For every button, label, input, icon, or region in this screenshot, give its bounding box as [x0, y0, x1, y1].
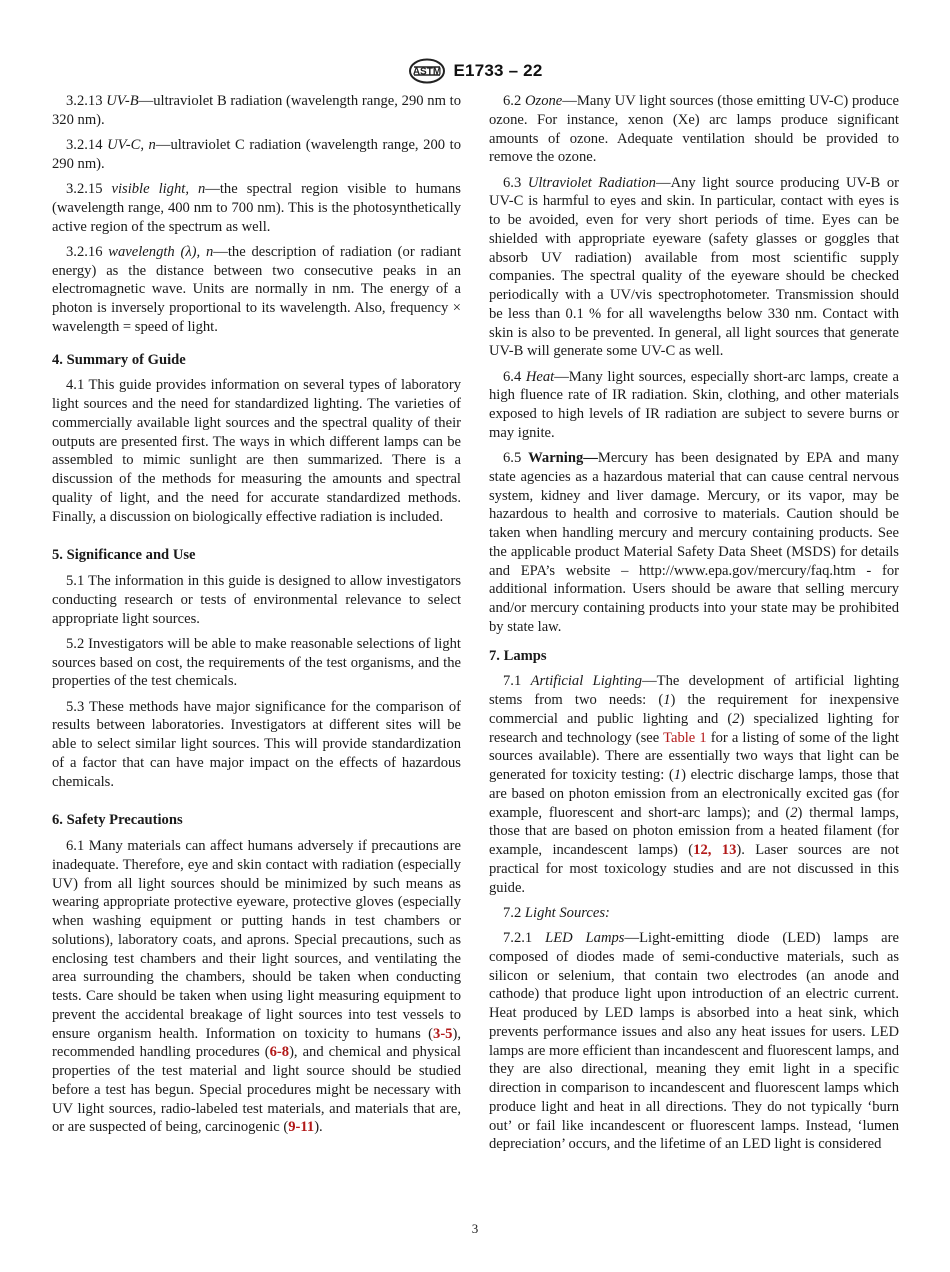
- list-number: 1: [673, 767, 682, 783]
- astm-logo-text: ASTM: [412, 66, 441, 78]
- paragraph-7-2: [489, 904, 899, 923]
- para-number: 3.2.13: [66, 93, 103, 109]
- paragraph-text: ). Laser sources are not practical for most toxicology studies and are not discussed in this guide.: [489, 842, 900, 896]
- paragraph-text: Mercury has been designated by EPA and many state agencies as a hazardous material that can cause central nervous system, kidney and liver damage. Mercury, or its vapor, may be hazardous to health and corrosive to materials. Caution should be taken when handling mercury and mercury containing products. See the applicable product Material Safety Data Sheet (MSDS) for details and EPA’s website – http://www.epa.gov/mercury/faq.htm - for additional information. Users should be aware that selling mercury and/or mercury containing products into your state may be prohibited by state law.: [489, 450, 899, 635]
- para-number: 7.2: [503, 904, 522, 921]
- section-heading-6: 6. Safety Precautions: [52, 812, 183, 829]
- paragraph-6-5: [489, 449, 899, 637]
- definition-text: —the spectral region visible to humans (wavelength range, 400 nm to 700 nm). This is the photosynthetically active region of the spectrum as well.: [52, 181, 461, 235]
- section-heading-7: 7. Lamps: [489, 647, 547, 664]
- page-number: 3: [471, 1221, 479, 1236]
- subsection-title: Artificial Lighting: [530, 673, 643, 690]
- paragraph-text: ) specialized lighting for research and technology (see: [489, 710, 899, 746]
- paragraph-5-2: 5.2 Investigators will be able to make reasonable selections of light sources based on cost, the requirements of the test organisms, and the properties of the test chemicals.: [52, 635, 461, 690]
- paragraph-5-1: 5.1 The information in this guide is designed to allow investigators conducting research or tests of environmental relevance to select appropriate light sources.: [52, 573, 461, 627]
- definition-text: —ultraviolet B radiation (wavelength range, 290 nm to 320 nm).: [52, 93, 461, 128]
- paragraph-text: ), and chemical and physical properties of the test material and light source should be studied before a test has begun. Special procedures might be necessary with UV light sources, radio-labeled test materials, and materials that are, or are suspected of being, carcinogenic (: [52, 1044, 461, 1136]
- para-number: 6.4: [503, 368, 522, 385]
- subsection-title: Ultraviolet Radiation: [527, 174, 656, 191]
- paragraph-text: ) electric discharge lamps, those that are based on photon emission from an electronically excited gas (for example, fluorescent and short-arc lamps); and (: [489, 767, 899, 821]
- para-number: 7.2.1: [503, 930, 533, 946]
- paragraph-6-1: [52, 837, 461, 1137]
- paragraph-text: —Many light sources, especially short-arc lamps, create a high fluence rate of IR radiation. Skin, clothing, and other materials exposed to high levels of IR radiation are subject to severe burns or may ignite.: [489, 368, 900, 441]
- para-number: 3.2.15: [66, 181, 103, 197]
- paragraph-text: ).: [314, 1119, 323, 1136]
- definition-text: —the description of radiation (or radiant energy) as the distance between two consecutive peaks in an electromagnetic wave. Units are normally in nm. The energy of a photon is inversely proportional to its wavelength. Also, frequency × wavelength = speed of light.: [52, 243, 461, 335]
- para-number: 3.2.14: [66, 137, 103, 153]
- paragraph-6-4: [489, 368, 899, 443]
- defined-term: UV-B: [106, 93, 139, 109]
- left-column: [52, 92, 461, 1144]
- list-number: 1: [663, 692, 671, 708]
- definition-3-2-16: [52, 243, 461, 337]
- section-heading-4: 4. Summary of Guide: [52, 351, 186, 368]
- para-number: 6.2: [503, 93, 522, 109]
- paragraph-text: —The development of artificial lighting stems from two needs: (: [489, 673, 899, 708]
- paragraph-4-1: 4.1 This guide provides information on several types of laboratory light sources and the need for standardized lighting. The varieties of commercially available light sources and the spectral quality of their outputs are presented first. The ways in which different lamps can be assembled to mimic sunlight are then summarized. There is a discussion of the methods for measuring the amounts and spectral quality of light, and the need for accurate standardized methods. Finally, a discussion on biologically effective radiation is included.: [52, 377, 461, 525]
- para-number: 6.5: [503, 450, 522, 466]
- paragraph-text: 6.1 Many materials can affect humans adversely if precautions are inadequate. Therefore, eye and skin contact with radiation (especially UV) from all light sources should be minimized by such means as wearing appropriate protective eyeware, protective gloves (especially when washing equipment or putting hands in test chambers or solutions), laboratory coats, and aprons. Special precautions, such as enclosing test chambers and their light sources, and ventilating the area surrounding the chambers, should be taken when conducting tests. Care should be taken when using light measuring equipment to prevent the accidental breakage of light sources into test vessels to ensure organism health. Information on toxicity to humans (: [52, 838, 461, 1042]
- paragraph-7-2-1: [489, 929, 899, 1154]
- page-header: [0, 56, 950, 86]
- reference-link-9-11[interactable]: 9-11: [288, 1119, 315, 1136]
- paragraph-text: —Many UV light sources (those emitting UV-C) produce ozone. For instance, xenon (Xe) arc lamps produce significant amounts of ozone. Adequate ventilation should be provided to remove the ozone.: [489, 93, 899, 166]
- paragraph-6-3: [489, 174, 899, 362]
- subsection-title: Heat: [525, 368, 555, 385]
- paragraph-text: for a listing of some of the light sources available). There are essentially two ways that light can be generated for toxicity testing: (: [489, 729, 899, 783]
- astm-logo-icon: [408, 58, 446, 84]
- paragraph-6-2: [489, 92, 899, 167]
- paragraph-7-1: [489, 672, 899, 897]
- subsection-title: Light Sources:: [524, 904, 610, 921]
- right-column: [489, 92, 899, 1161]
- list-number: 2: [732, 710, 740, 727]
- para-number: 3.2.16: [66, 243, 103, 260]
- defined-term: wavelength (λ), n: [108, 243, 214, 260]
- section-heading-5: 5. Significance and Use: [52, 547, 196, 564]
- paragraph-text: —Light-emitting diode (LED) lamps are composed of diodes made of semi-conductive materials, such as silicon or selenium, that contain two electrodes (an anode and cathode) that produce light upon introduction of an electric current. Heat produced by LED lamps is absorbed into a heat sink, which prevents performance issues and also any heat issues for users. LED lamps are more efficient than incandescent and fluorescent lamps, and they are also directional, meaning they emit light in a specific direction in comparison to incandescent and fluorescent lamps which produce light and heat in all directions. They do not typically ‘burn out’ or fail like incandescent or fluorescent lamps. Instead, ‘lumen depreciation’ occurs, and the lifetime of an LED light is considered: [489, 930, 899, 1153]
- standard-designation: E1733 – 22: [453, 61, 543, 80]
- reference-link-3-5[interactable]: 3-5: [433, 1025, 453, 1042]
- paragraph-5-3: 5.3 These methods have major significance for the comparison of results between laboratories. Investigators at different sites will be able to select similar light sources. This will provide standardization of a factor that can have major impact on the effects of hazardous chemicals.: [52, 698, 461, 790]
- table-1-link[interactable]: Table 1: [663, 729, 707, 746]
- list-number: 2: [790, 804, 798, 821]
- definition-3-2-13: [52, 92, 461, 130]
- defined-term: UV-C, n: [107, 137, 156, 153]
- definition-text: —ultraviolet C radiation (wavelength range, 200 to 290 nm).: [52, 137, 461, 172]
- subsection-title: LED Lamps: [545, 930, 625, 946]
- paragraph-text: —Any light source producing UV-B or UV-C is harmful to eyes and skin. In particular, contact with eyes is to be avoided, even for very short periods of time. Eyes can be shielded with appropriate eyeware (safety glasses or goggles that absorb UV radiation) available from most scientific supply companies. The spectral quality of the eyeware should be checked periodically with a UV/vis spectrophotometer. Transmission should be less than 0.1 % for all wavelengths below 330 nm. Contact with skin is also to be prevented. In general, all light sources that generate UV-B will generate some UV-C as well.: [489, 174, 899, 360]
- paragraph-text: ) thermal lamps, those that are based on photon emission from a heated filament (for example, incandescent lamps) (: [489, 804, 899, 858]
- definition-3-2-14: [52, 136, 461, 174]
- reference-link-12-13[interactable]: 12, 13: [693, 842, 737, 858]
- para-number: 6.3: [503, 174, 522, 191]
- subsection-title: Ozone: [525, 93, 563, 109]
- reference-link-6-8[interactable]: 6-8: [269, 1044, 290, 1061]
- para-number: 7.1: [503, 673, 522, 690]
- definition-3-2-15: [52, 180, 461, 236]
- warning-label: Warning—: [528, 450, 598, 466]
- paragraph-text: ) the requirement for inexpensive commercial and public lighting and (: [489, 692, 899, 727]
- paragraph-text: ), recommended handling procedures (: [52, 1025, 461, 1061]
- defined-term: visible light, n: [111, 181, 206, 197]
